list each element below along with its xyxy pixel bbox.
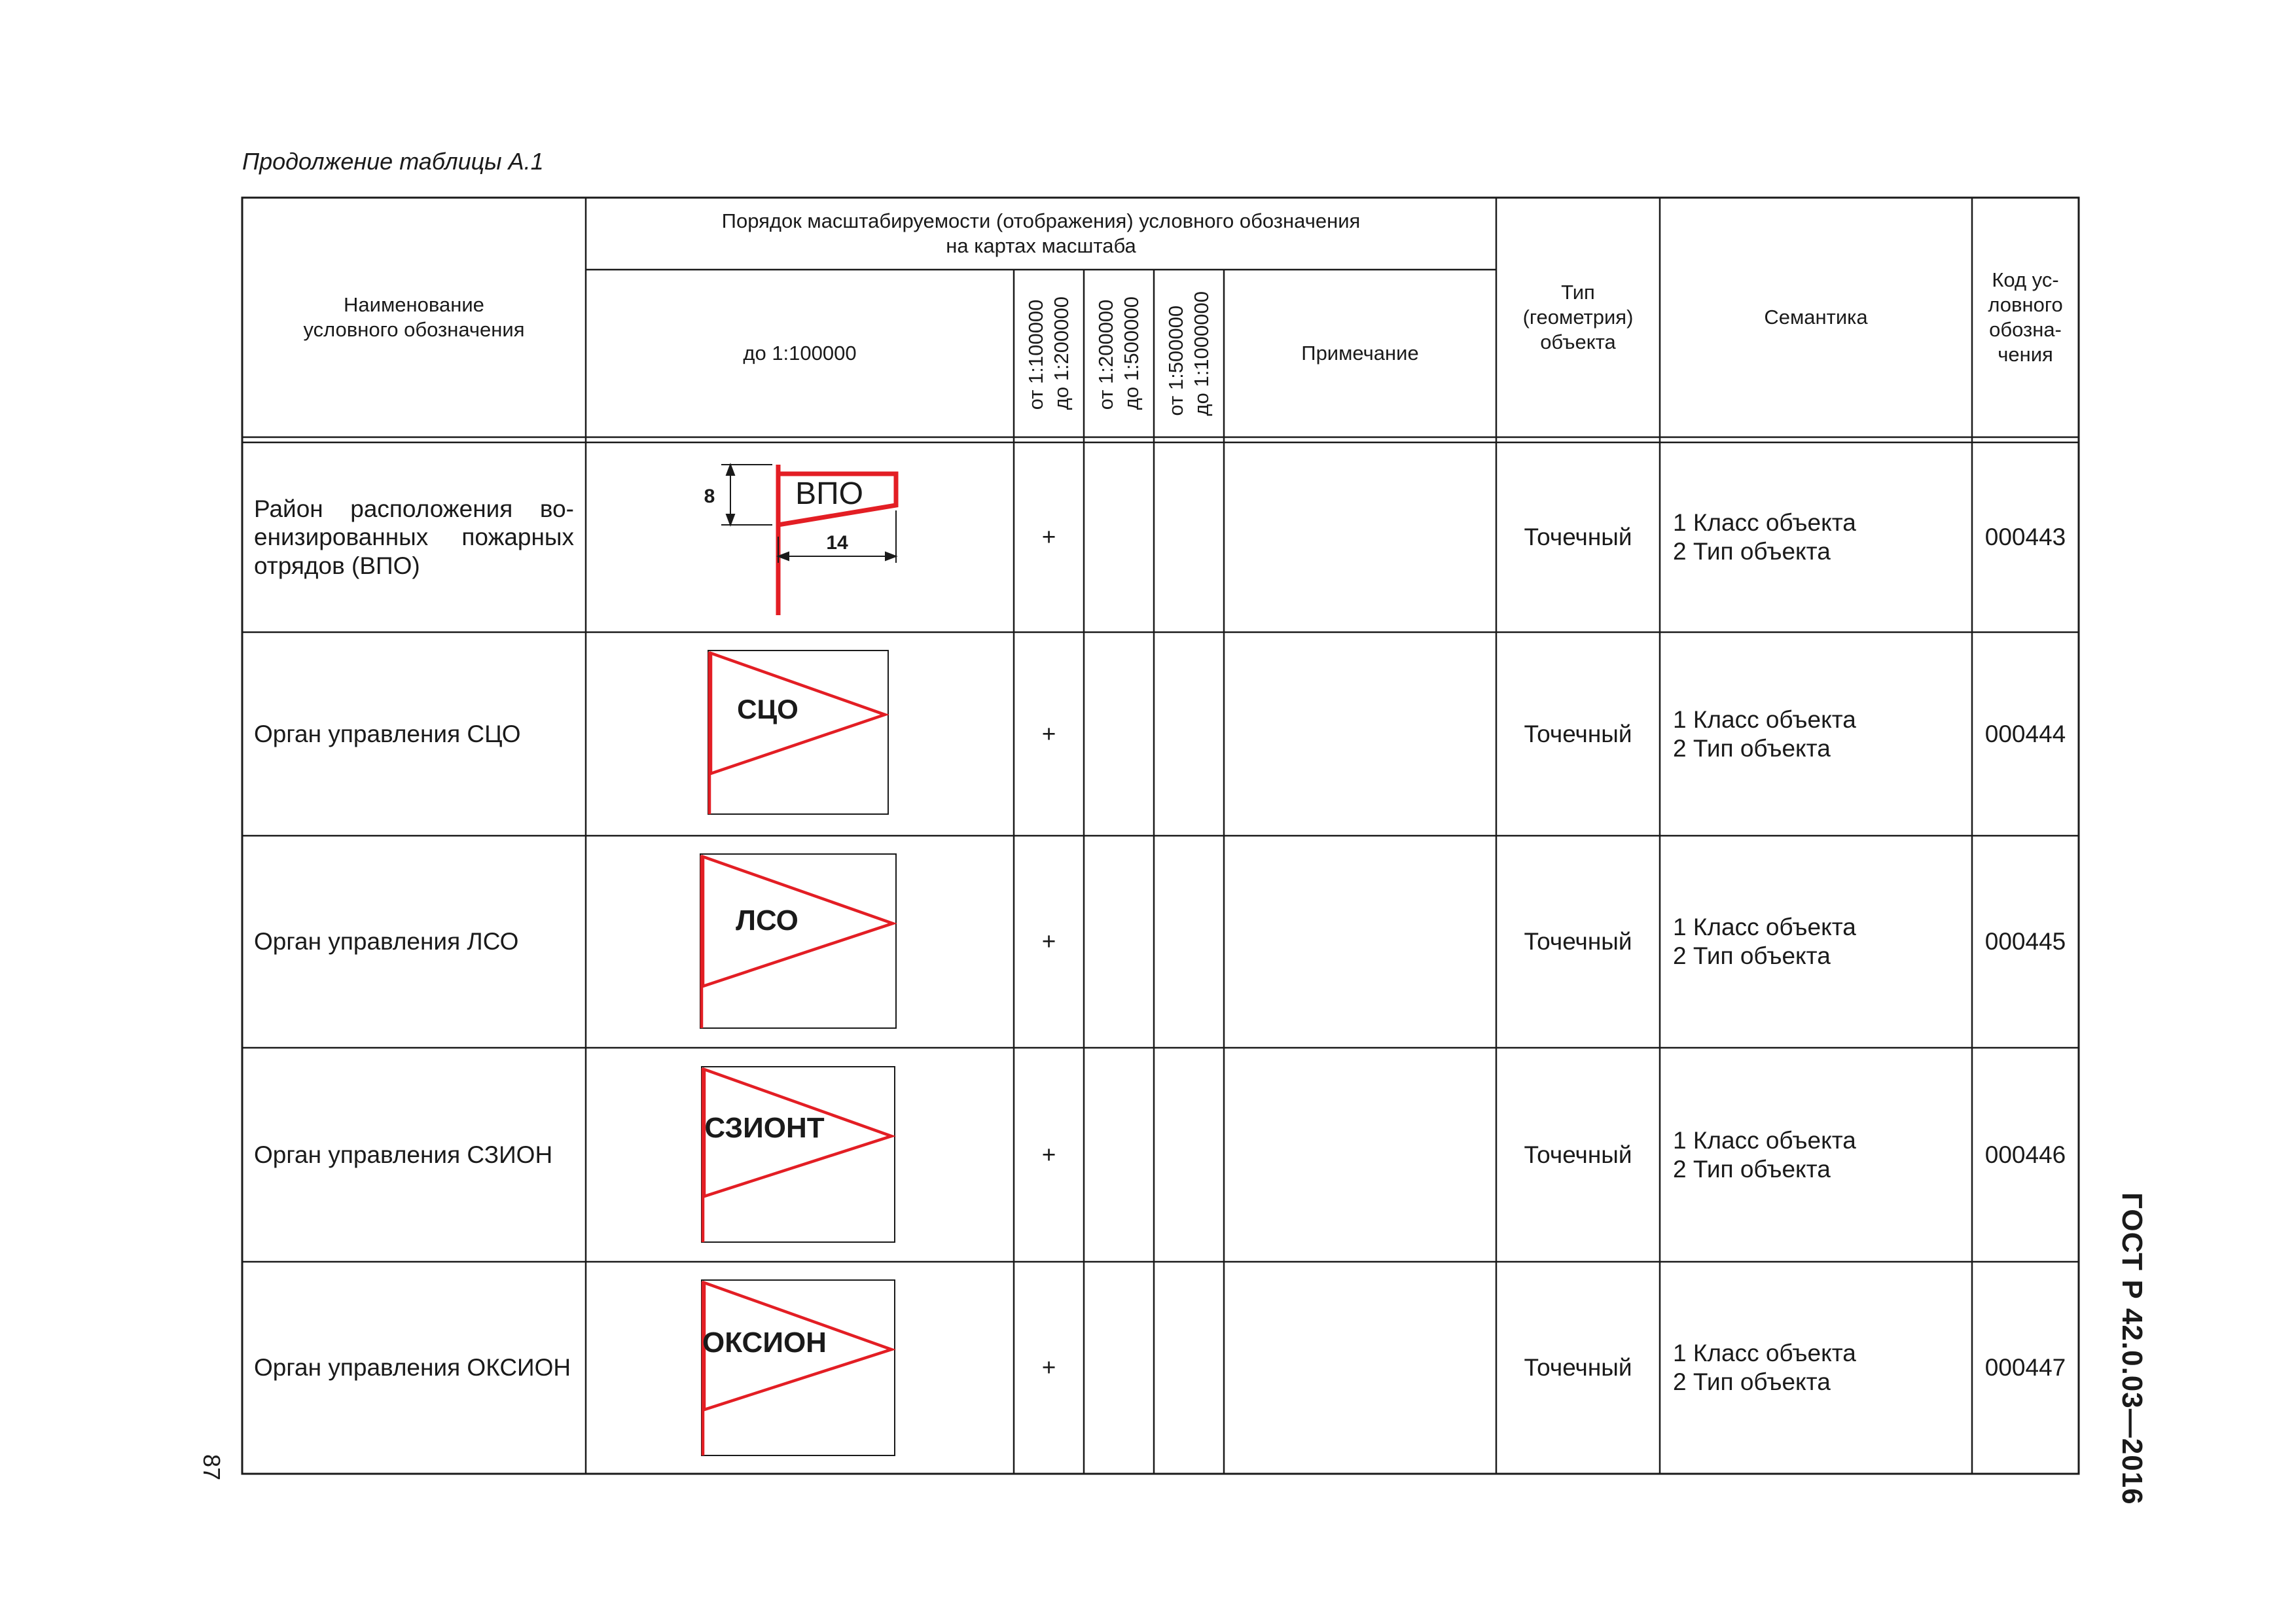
semantics-item: 1 Класс объекта (1673, 1126, 1856, 1154)
sco-flag-symbol (707, 649, 890, 819)
header-to-100000: до 1:100000 (743, 342, 857, 365)
scale-mark: + (1041, 720, 1056, 747)
lso-flag-label: ЛСО (736, 904, 798, 936)
scale-mark: + (1041, 1141, 1056, 1168)
vpo-flag-label: ВПО (795, 476, 863, 511)
semantics-item: 2 Тип объекта (1673, 538, 1831, 565)
semantics-list (1660, 836, 1972, 1048)
semantics-item: 2 Тип объекта (1673, 942, 1831, 969)
semantics-item: 2 Тип объекта (1673, 1368, 1831, 1395)
header-name: Наименование условного обозначения (303, 293, 525, 341)
semantics-item: 1 Класс объекта (1673, 914, 1856, 941)
vpo-dim-height: 8 (704, 486, 715, 507)
symbol-code: 000444 (1984, 720, 2066, 747)
scale-mark: + (1041, 524, 1056, 551)
geometry-type: Точечный (1524, 524, 1632, 551)
semantics-item: 1 Класс объекта (1673, 705, 1856, 733)
table-caption: Продолжение таблицы А.1 (242, 148, 544, 175)
szion-flag-label: СЗИОНТ (704, 1112, 825, 1144)
header-type: Тип (геометрия) объекта (1522, 281, 1634, 353)
header-200000-500000-label: от 1:200000 до 1:500000 (1094, 296, 1143, 410)
semantics-list (1660, 1262, 1972, 1474)
symbol-code: 000445 (1984, 928, 2066, 955)
symbol-code: 000446 (1984, 1141, 2066, 1168)
semantics-item: 2 Тип объекта (1673, 734, 1831, 762)
oksion-flag-label: ОКСИОН (702, 1327, 827, 1359)
symbol-code: 000443 (1984, 524, 2066, 551)
header-semantics: Семантика (1764, 306, 1868, 329)
header-note: Примечание (1301, 342, 1419, 365)
symbol-code: 000447 (1984, 1354, 2066, 1382)
row-name: Орган управления СЗИОН (254, 1141, 553, 1168)
header-100000-200000 (1014, 270, 1084, 437)
semantics-item: 1 Класс объекта (1673, 509, 1856, 537)
geometry-type: Точечный (1524, 720, 1632, 747)
lso-flag-symbol (699, 853, 899, 1029)
header-code: Код ус- ловного обозна- чения (1988, 268, 2063, 366)
row-name: Орган управления ЛСО (254, 928, 519, 955)
sco-flag-label: СЦО (737, 694, 798, 724)
semantics-list (1660, 442, 1972, 632)
header-scale-group: Порядок масштабируемости (отображения) условного обозначения на картах масштаба (721, 209, 1361, 257)
header-500000-1000000-label: от 1:500000 до 1:1000000 (1164, 291, 1213, 416)
row-name: Орган управления ОКСИОН (254, 1354, 571, 1382)
semantics-item: 1 Класс объекта (1673, 1340, 1856, 1367)
row-name: Район расположения во-енизированных пожарных отрядов (ВПО) (254, 495, 574, 579)
scale-mark: + (1041, 1354, 1056, 1382)
header-500000-1000000 (1154, 270, 1224, 437)
szion-flag-symbol (700, 1065, 897, 1243)
geometry-type: Точечный (1524, 928, 1632, 955)
semantics-list (1660, 632, 1972, 836)
header-100000-200000-label: от 1:100000 до 1:200000 (1024, 296, 1073, 410)
vpo-dim-width: 14 (826, 532, 848, 554)
page-number: 87 (198, 1454, 225, 1481)
semantics-list (1660, 1048, 1972, 1262)
row-name: Орган управления СЦО (254, 720, 521, 747)
scale-mark: + (1041, 928, 1056, 955)
geometry-type: Точечный (1524, 1354, 1632, 1382)
header-200000-500000 (1084, 270, 1154, 437)
vpo-flag-symbol (681, 452, 923, 622)
oksion-flag-symbol (700, 1279, 897, 1457)
document-code: ГОСТ Р 42.0.03—2016 (2116, 1192, 2148, 1505)
semantics-item: 2 Тип объекта (1673, 1155, 1831, 1183)
geometry-type: Точечный (1524, 1141, 1632, 1168)
